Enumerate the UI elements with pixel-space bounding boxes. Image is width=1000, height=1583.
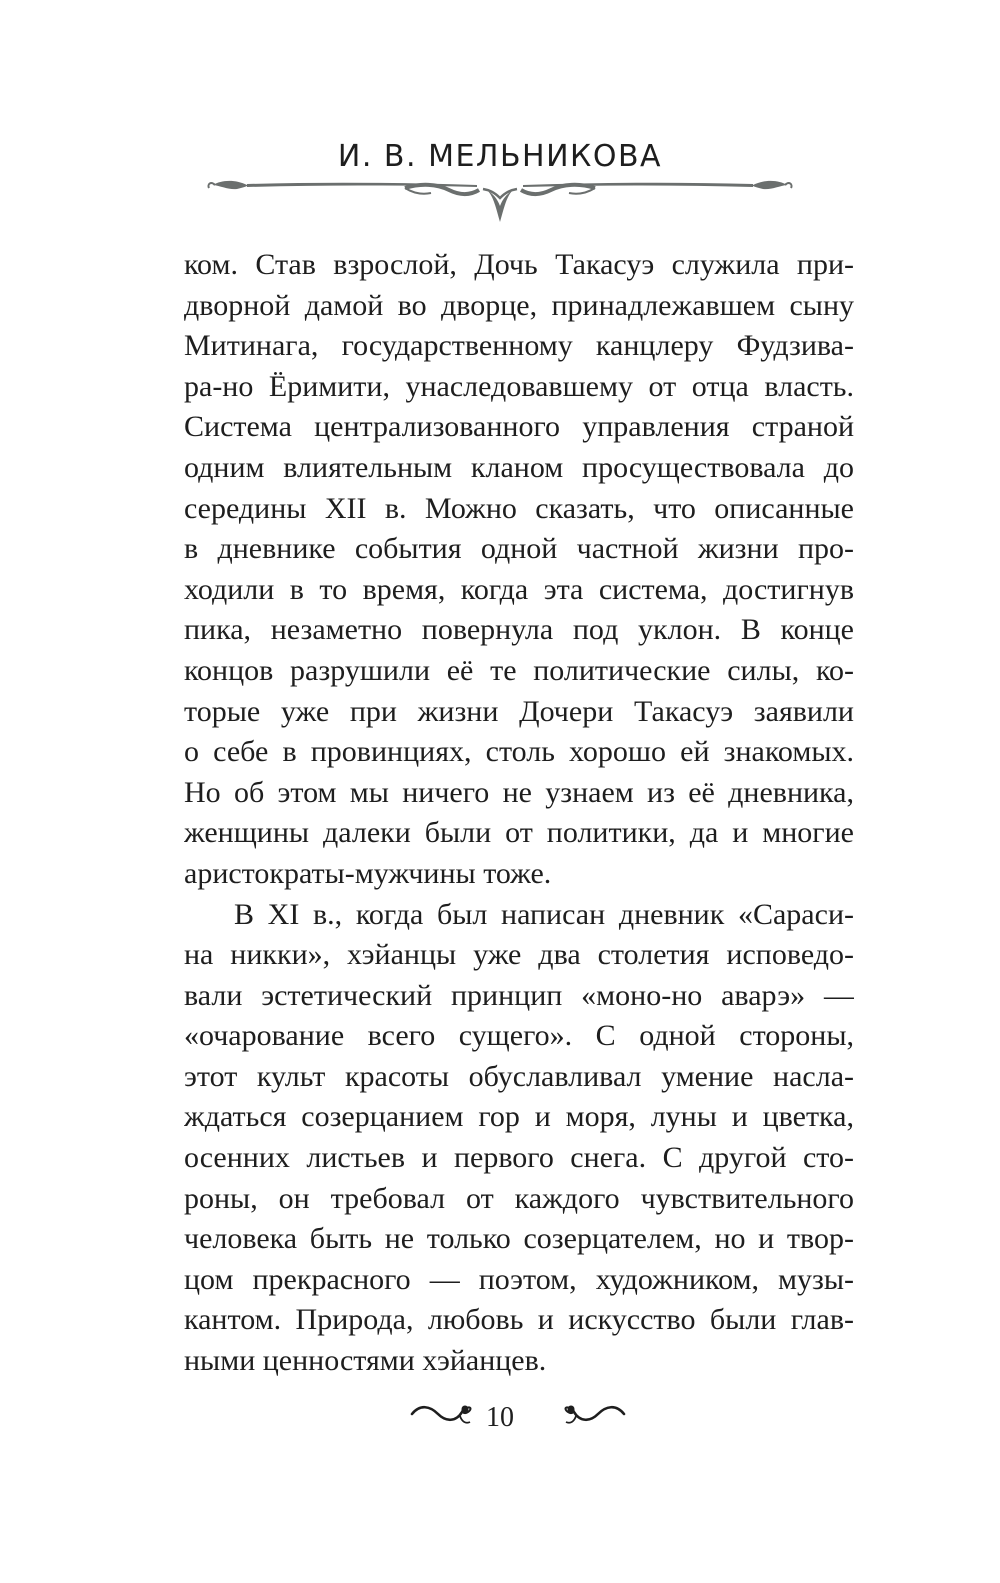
text-line: «очарование всего сущего». С одной стороны, — [184, 1019, 854, 1053]
page-number: 10 — [486, 1402, 514, 1433]
paragraph-last-line: ными ценностями хэйанцев. — [184, 1344, 547, 1378]
paragraph-first-line: В XI в., когда был написан дневник «Сараси- — [234, 897, 854, 931]
body-text — [184, 245, 854, 1382]
text-line: концов разрушили её те политические силы, ко- — [184, 653, 854, 687]
text-line: цом прекрасного — поэтом, художником, музы- — [184, 1262, 854, 1296]
text-line: человека быть не только созерцателем, но и твор- — [184, 1222, 854, 1256]
text-line: Но об этом мы ничего не узнаем из её дневника, — [184, 775, 854, 809]
text-line: дворной дамой во дворце, принадлежавшем сыну — [184, 288, 854, 322]
right-swirl-ornament — [556, 1396, 626, 1440]
text-line: ра-но Ёримити, унаследовавшему от отца власть. — [184, 369, 854, 403]
paragraph-last-line: аристократы-мужчины тоже. — [184, 856, 552, 890]
text-line: осенних листьев и первого снега. С другой сто- — [184, 1141, 854, 1175]
header-ornament — [207, 176, 793, 228]
running-title: И. В. МЕЛЬНИКОВА — [337, 139, 663, 174]
text-line: этот культ красоты обуславливал умение насла- — [184, 1059, 854, 1093]
text-line: ходили в то время, когда эта система, достигнув — [184, 572, 854, 606]
text-line: Система централизованного управления страной — [184, 410, 854, 444]
text-line: середины XII в. Можно сказать, что описанные — [184, 491, 854, 525]
text-line: ждаться созерцанием гор и моря, луны и цветка, — [184, 1100, 854, 1134]
text-line: кантом. Природа, любовь и искусство были глав- — [184, 1303, 854, 1337]
page-footer — [0, 1396, 1000, 1440]
text-line: одним влиятельным кланом просуществовала до — [184, 450, 854, 484]
text-line: Митинага, государственному канцлеру Фудзива- — [184, 329, 854, 363]
text-line: на никки», хэйанцы уже два столетия исповедо- — [184, 938, 854, 972]
text-line: торые уже при жизни Дочери Такасуэ заявили — [184, 694, 854, 728]
text-line: женщины далеки были от политики, да и многие — [184, 816, 854, 850]
text-line: ком. Став взрослой, Дочь Такасуэ служила при- — [184, 248, 854, 281]
text-line: в дневнике события одной частной жизни про- — [184, 532, 854, 566]
text-line: вали эстетический принцип «моно-но аварэ» — — [184, 978, 854, 1012]
text-line: пика, незаметно повернула под уклон. В конце — [184, 613, 854, 647]
text-line: роны, он требовал от каждого чувствительного — [184, 1181, 854, 1215]
text-line: о себе в провинциях, столь хорошо ей знакомых. — [184, 735, 854, 769]
